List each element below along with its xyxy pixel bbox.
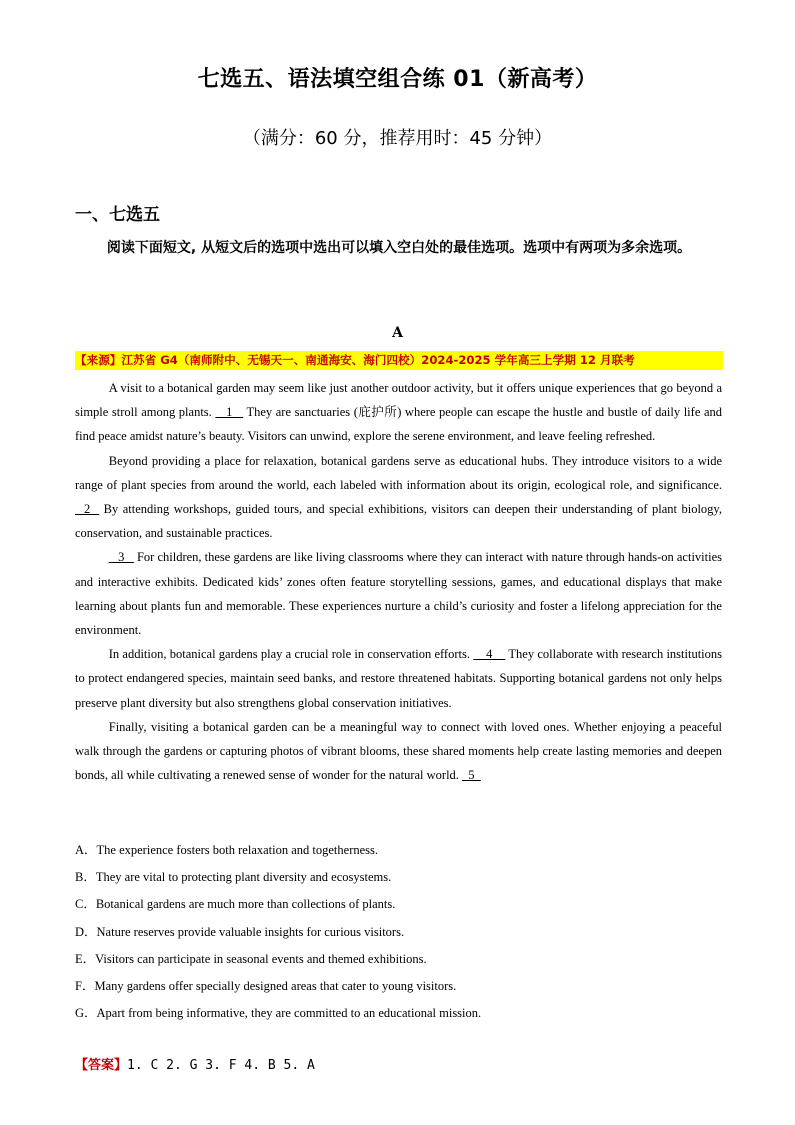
paragraph-2 — [75, 449, 722, 546]
paragraph-1-text-a: A visit to a botanical garden may seem like just another outdoor activity, but it offers unique experiences that go beyond a simple stroll among plants. — [75, 381, 722, 420]
section-instructions: 阅读下面短文, 从短文后的选项中选出可以填入空白处的最佳选项。选项中有两项为多余选项。 — [106, 240, 692, 256]
paragraph-4-text-a: In addition, botanical gardens play a crucial role in conservation efforts. — [108, 647, 474, 662]
option-g: G．Apart from being informative, they are committed to an educational mission. — [75, 1006, 482, 1021]
blank-4: 4 — [473, 647, 506, 662]
paragraph-2-text-b: By attending workshops, guided tours, and special exhibitions, visitors can deepen their understanding of plant biology, conservation, and sustainable practices. — [75, 502, 723, 541]
paragraph-2-text-a: Beyond providing a place for relaxation, botanical gardens serve as educational hubs. They introduce visitors to a wide range of plant species from around the world, each labeled with information about its origin, ecological role, and significance. — [75, 453, 722, 492]
answer-line — [75, 1054, 315, 1073]
paragraph-3 — [75, 545, 722, 642]
passage-letter: A — [392, 325, 403, 341]
paragraph-4-text-b: They collaborate with research institutions to protect endangered species, maintain seed banks, and restore threatened habitats. Supporting botanical gardens not only helps preserve plant diversity but also strengthens global conservation initiatives. — [75, 647, 723, 710]
paragraph-5-text: Finally, visiting a botanical garden can be a meaningful way to connect with loved ones. Whether enjoying a peaceful walk through the gardens or capturing photos of vibrant blooms, these shared moments help create lasting memories and deepen bonds, all while cultivating a renewed sense of wonder for the natural world. — [75, 719, 722, 783]
options-list — [75, 839, 722, 1029]
paragraph-4 — [75, 642, 722, 715]
option-d: D．Nature reserves provide valuable insights for curious visitors. — [75, 924, 405, 939]
blank-2: 2 — [75, 502, 100, 517]
answer-label: 【答案】 — [75, 1058, 128, 1073]
source-line: 【来源】江苏省 G4（南师附中、无锡天一、南通海安、海门四校）2024-2025 学年高三上学期 12 月联考 — [75, 351, 723, 370]
option-e: E．Visitors can participate in seasonal events and themed exhibitions. — [75, 951, 427, 966]
paragraph-1 — [75, 376, 722, 449]
page-title: 七选五、语法填空组合练 01（新高考） — [197, 67, 598, 92]
option-b: B．They are vital to protecting plant diversity and ecosystems. — [75, 870, 392, 885]
blank-1: 1 — [215, 405, 244, 420]
passage-body — [75, 376, 722, 787]
paragraph-5 — [75, 715, 722, 788]
option-c: C．Botanical gardens are much more than collections of plants. — [75, 897, 396, 912]
section-heading: 一、七选五 — [75, 205, 160, 225]
page-subtitle: （满分：60 分，推荐用时：45 分钟） — [242, 128, 553, 149]
option-f: F．Many gardens offer specially designed areas that cater to young visitors. — [75, 978, 457, 993]
blank-5: 5 — [462, 768, 481, 783]
answer-text: 1. C 2. G 3. F 4. B 5. A — [127, 1058, 315, 1073]
paragraph-1-text-b: They are sanctuaries (庇护所) where people can escape the hustle and bustle of daily life and find peace amidst nature’s beauty. Visitors can unwind, explore the serene environment, and leave feeling refreshed. — [75, 405, 722, 444]
paragraph-3-text: For children, these gardens are like living classrooms where they can interact with nature through hands-on activities and interactive exhibits. Dedicated kids’ zones often feature storytelling sessions, games, and educational displays that make learning about plants fun and memorable. These experiences nurture a child’s curiosity and foster a lifelong appreciation for the environment. — [75, 550, 722, 638]
option-a: A．The experience fosters both relaxation and togetherness. — [75, 843, 379, 857]
blank-3: 3 — [108, 550, 134, 565]
